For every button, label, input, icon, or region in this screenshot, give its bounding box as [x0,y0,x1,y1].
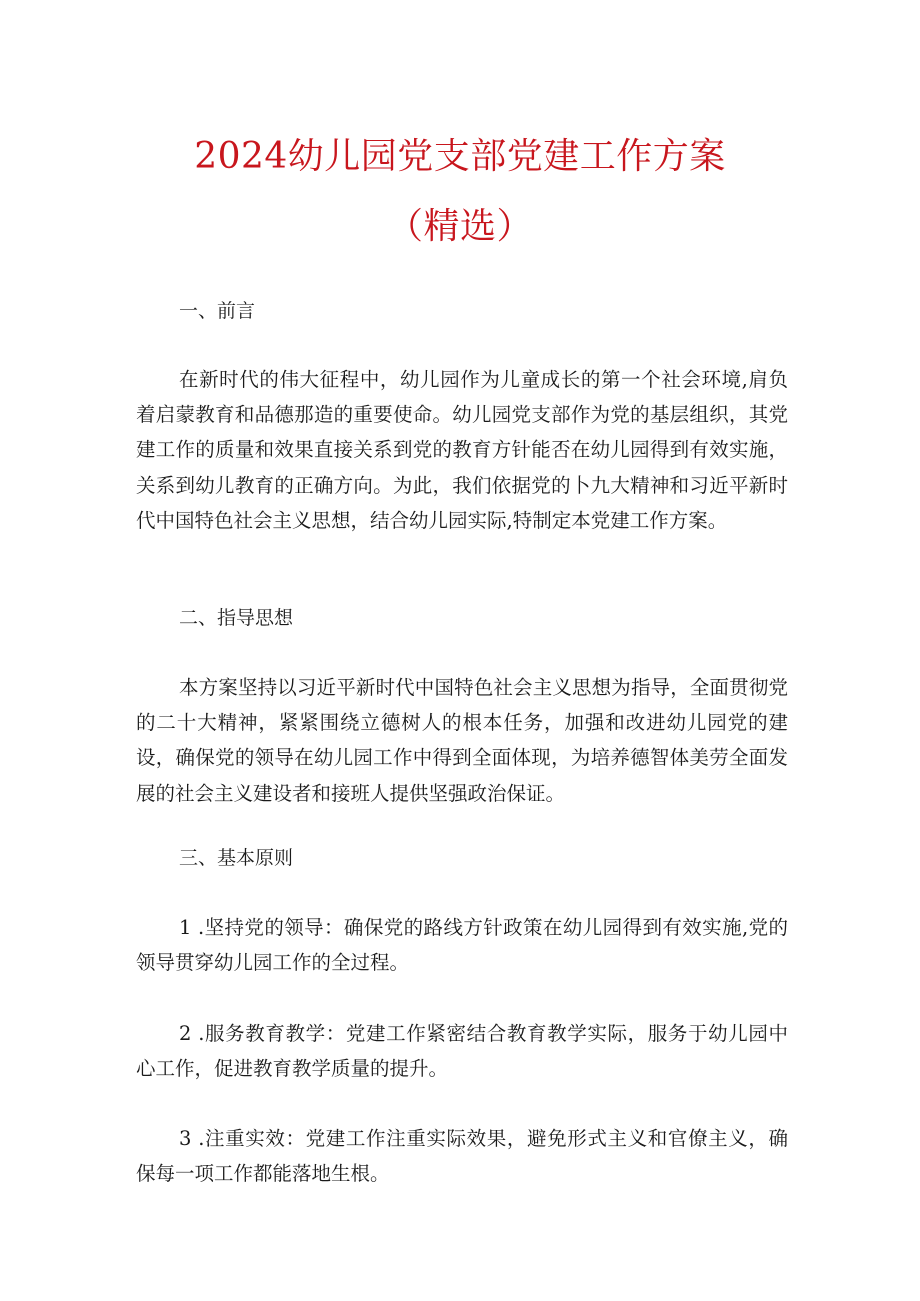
document-subtitle: （精选） [386,206,533,247]
section-heading-preface: 一、前言 [179,300,256,322]
section-heading-guiding-ideology: 二、指导思想 [179,607,294,629]
document-title: 2024幼儿园党支部党建工作方案 [194,136,726,177]
section-heading-basic-principles: 三、基本原则 [179,847,294,869]
principle-item-2: 2 .服务教育教学：党建工作紧密结合教育教学实际，服务于幼儿园中心工作，促进教育教学质量的提升。 [136,1022,788,1081]
paragraph-guiding-ideology: 本方案坚持以习近平新时代中国特色社会主义思想为指导，全面贯彻党的二十大精神，紧紧围绕立德树人的根本任务，加强和改进幼儿园党的建设，确保党的领导在幼儿园工作中得到全面体现，为培养德智体美劳全面发展的社会主义建设者和接班人提供坚强政治保证。 [136,676,788,805]
principle-item-1: 1 .坚持党的领导：确保党的路线方针政策在幼儿园得到有效实施,党的领导贯穿幼儿园工作的全过程。 [136,916,788,975]
paragraph-preface: 在新时代的伟大征程中，幼儿园作为儿童成长的第一个社会环境,肩负着启蒙教育和品德那造的重要使命。幼儿园党支部作为党的基层组织，其党建工作的质量和效果直接关系到党的教育方针能否在幼儿园得到有效实施，关系到幼儿教育的正确方向。为此，我们依据党的卜九大精神和习近平新时代中国特色社会主义思想，结合幼儿园实际,特制定本党建工作方案。 [136,368,788,532]
principle-item-3: 3 .注重实效：党建工作注重实际效果，避免形式主义和官僚主义，确保每一项工作都能落地生根。 [136,1127,788,1186]
